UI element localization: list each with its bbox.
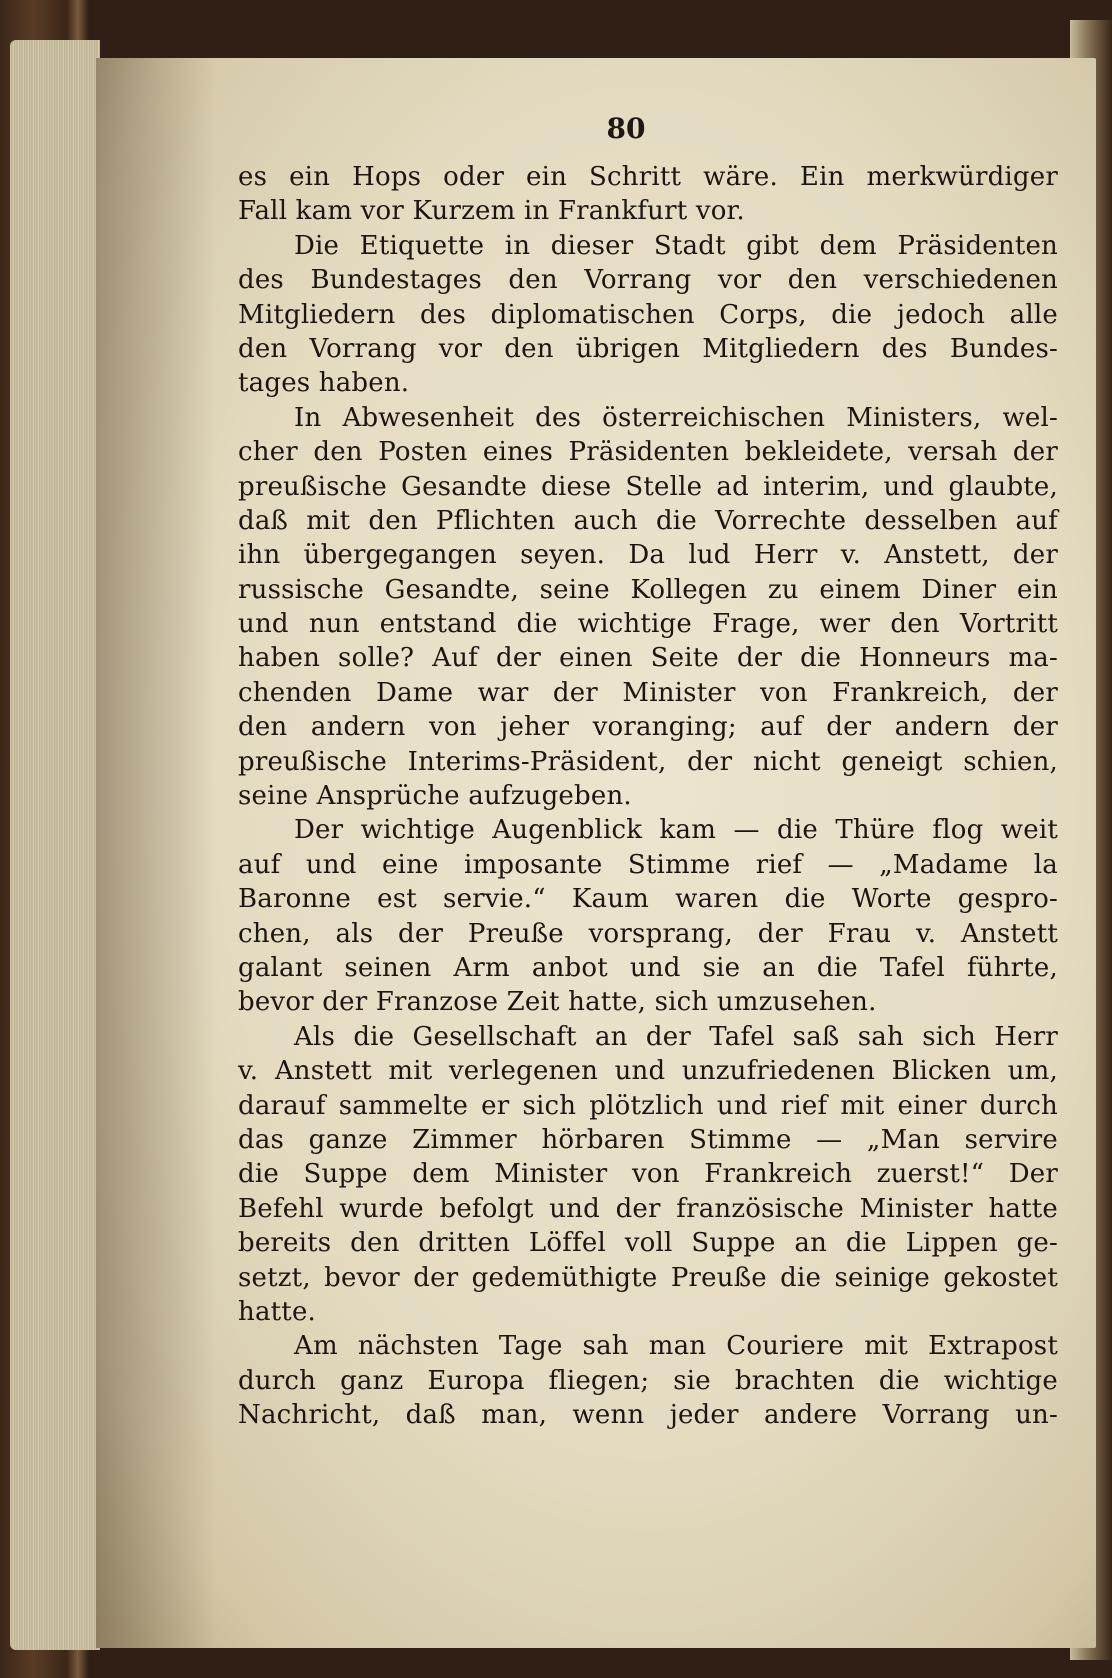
text-line: die Suppe dem Minister von Frankreich zuerst!“ Der: [238, 1159, 1058, 1190]
spine-shadow: [96, 58, 216, 1648]
text-line: Als die Gesellschaft an der Tafel saß sah sich Herr: [294, 1021, 1058, 1052]
text-line: haben solle? Auf der einen Seite der die Honneurs ma-: [238, 643, 1058, 674]
text-line: des Bundestages den Vorrang vor den verschiedenen: [238, 265, 1058, 296]
text-line: preußische Interims-Präsident, der nicht geneigt schien,: [238, 746, 1058, 777]
text-line: chenden Dame war der Minister von Frankreich, der: [238, 677, 1058, 708]
text-line: setzt, bevor der gedemüthigte Preuße die seinige gekostet: [238, 1262, 1058, 1293]
text-line: ihn übergegangen seyen. Da lud Herr v. Anstett, der: [238, 540, 1058, 571]
text-line: v. Anstett mit verlegenen und unzufriedenen Blicken um,: [238, 1056, 1058, 1087]
text-line: russische Gesandte, seine Kollegen zu einem Diner ein: [238, 574, 1058, 605]
text-line: auf und eine imposante Stimme rief — „Madame la: [238, 849, 1058, 880]
text-line: den Vorrang vor den übrigen Mitgliedern des Bundes-: [238, 333, 1058, 364]
text-line: daß mit den Pflichten auch die Vorrechte desselben auf: [238, 505, 1058, 536]
text-line: In Abwesenheit des österreichischen Ministers, wel-: [294, 402, 1058, 433]
text-line: galant seinen Arm anbot und sie an die Tafel führte,: [238, 952, 1058, 983]
text-line: Fall kam vor Kurzem in Frankfurt vor.: [238, 196, 745, 227]
page-number: 80: [606, 112, 646, 145]
text-line: es ein Hops oder ein Schritt wäre. Ein merkwürdiger: [238, 162, 1058, 192]
text-line: bereits den dritten Löffel voll Suppe an die Lippen ge-: [238, 1228, 1058, 1259]
text-line: bevor der Franzose Zeit hatte, sich umzusehen.: [238, 987, 877, 1018]
text-line: chen, als der Preuße vorsprang, der Frau v. Anstett: [238, 918, 1058, 949]
text-line: preußische Gesandte diese Stelle ad interim, und glaubte,: [238, 471, 1058, 502]
page-edges: [10, 40, 100, 1650]
text-line: seine Ansprüche aufzugeben.: [238, 781, 632, 812]
text-line: den andern von jeher voranging; auf der andern der: [238, 712, 1058, 743]
text-line: Die Etiquette in dieser Stadt gibt dem Präsidenten: [294, 230, 1058, 261]
text-line: tages haben.: [238, 368, 410, 399]
text-line: darauf sammelte er sich plötzlich und rief mit einer durch: [238, 1090, 1058, 1121]
text-line: Mitgliedern des diplomatischen Corps, die jedoch alle: [238, 299, 1058, 330]
text-line: Baronne est servie.“ Kaum waren die Worte gespro-: [238, 884, 1058, 915]
text-line: hatte.: [238, 1296, 316, 1327]
text-line: und nun entstand die wichtige Frage, wer den Vortritt: [238, 609, 1058, 640]
text-line: cher den Posten eines Präsidenten bekleidete, versah der: [238, 437, 1058, 468]
text-line: Befehl wurde befolgt und der französische Minister hatte: [238, 1193, 1058, 1224]
text-line: Der wichtige Augenblick kam — die Thüre flog weit: [294, 815, 1058, 846]
text-line: durch ganz Europa fliegen; sie brachten die wichtige: [238, 1365, 1058, 1396]
text-line: Am nächsten Tage sah man Couriere mit Extrapost: [294, 1331, 1058, 1362]
text-line: Nachricht, daß man, wenn jeder andere Vorrang un-: [238, 1400, 1058, 1431]
text-block: [238, 160, 1058, 1432]
text-line: das ganze Zimmer hörbaren Stimme — „Man servire: [238, 1124, 1058, 1155]
